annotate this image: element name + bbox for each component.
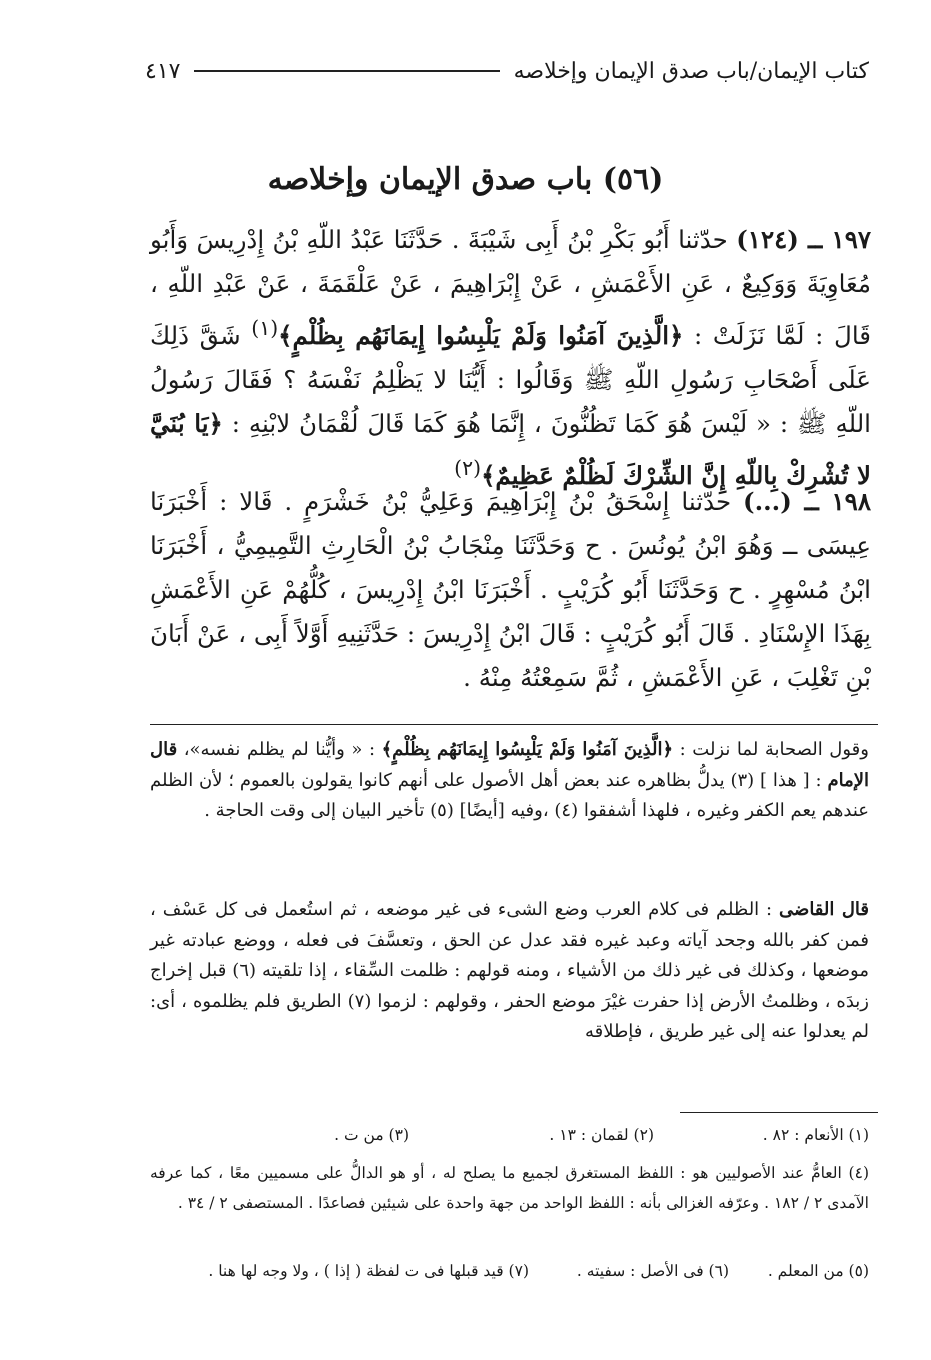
header-rule	[194, 70, 499, 72]
footnote-ref: (٢)	[454, 456, 482, 481]
commentary-paragraph	[150, 735, 869, 827]
chapter-heading: (٥٦) باب صدق الإيمان وإخلاصه	[267, 162, 664, 197]
footnote: (٤) العامُّ عند الأصوليين هو : اللفظ المستغرق لجميع ما يصلح له ، أو هو الدالُّ على مسميين معًا ، كما عرفه الآمدى ٢ / ١٨٢ . وعرّفه الغزالى بأنه : اللفظ الواحد من جهة واحدة على شيئين فصاعدًا . المستصفى ٢ / ٣٤ .	[150, 1164, 869, 1212]
footnote: (٢) لقمان : ١٣ .	[549, 1126, 654, 1144]
hadith-text: حدّثنا إِسْحَقُ بْنُ إِبْرَاهِيمَ وَعَلِيُّ بْنُ خَشْرَمٍ . قَالا : أَخْبَرَنَا عِيسَى ــ وَهُوَ ابْنُ يُونُسَ . ح وَحَدَّثَنَا مِنْجَابُ بْنُ الْحَارِثِ التَّمِيمِيُّ ، أَخْبَرَنَا ابْنُ مُسْهِرٍ . ح وَحَدَّثَنَا أَبُو كُرَيْبٍ . أَخْبَرَنَا ابْنُ إِدْرِيسَ ، كُلُّهُمْ عَنِ الأَعْمَشِ بِهَذَا الإِسْنَادِ . قَالَ أَبُو كُرَيْبٍ : قَالَ ابْنُ إِدْرِيسَ : حَدَّثَنِيهِ أَوَّلاً أَبِى ، عَنْ أَبَانَ بْنِ تَغْلِبَ ، عَنِ الأَعْمَشِ ، ثُمَّ سَمِعْتُهُ مِنْهُ .	[150, 487, 871, 692]
quran-verse: ﴿يَا بُنَيَّ لا تُشْرِكْ بِاللّهِ إِنَّ الشِّرْكَ لَظُلْمٌ عَظِيمٌ﴾	[150, 409, 871, 491]
footnote: (٥) من المعلم .	[767, 1262, 869, 1280]
hadith-number: ١٩٧ ــ (١٢٤)	[736, 225, 872, 254]
commentary-text: وقول الصحابة لما نزلت :	[679, 739, 869, 760]
commentary-text: : [ هذا ] (٣) يدلُّ بظاهره عند بعض أهل الأصول على أنهم كانوا يقولون بالعموم ؛ لأن الظلم عندهم يعم الكفر وغيره ، فلهذا أشفقوا (٤) ،وفيه [أيضًا] (٥) تأخير البيان إلى وقت الحاجة .	[150, 769, 869, 821]
hadith-text: شَقَّ ذَلِكَ عَلَى أَصْحَابِ رَسُولِ اللّهِ ﷺ وَقَالُوا : أَيُّنَا لا يَظْلِمُ نَفْسَهُ ؟ فَقَالَ رَسُولُ اللّهِ ﷺ : « لَيْسَ هُوَ كَمَا تَظُنُّونَ ، إِنَّمَا هُوَ كَمَا قَالَ لُقْمَانُ لابْنِهِ :	[150, 321, 871, 439]
hadith-198	[150, 480, 871, 700]
commentary-text: : « وأيُّنا لم يظلم نفسه»،	[183, 739, 376, 760]
hadith-197	[150, 218, 871, 498]
quran-verse: ﴿الَّذِينَ آمَنُوا وَلَمْ يَلْبِسُوا إِيمَانَهُم بِظُلْمٍ﴾	[278, 321, 684, 351]
footnote-row	[150, 1262, 869, 1280]
commentary-lead: قال الإمام	[150, 739, 869, 791]
hadith-text: حدّثنا أَبُو بَكْرِ بْنُ أَبِى شَيْبَةَ . حَدَّثَنَا عَبْدُ اللّهِ بْنُ إِدْرِيسَ وَأَبُو مُعَاوِيَةَ وَوَكِيعٌ ، عَنِ الأَعْمَشِ ، عَنْ إِبْرَاهِيمَ ، عَنْ عَلْقَمَةَ ، عَنْ عَبْدِ اللّهِ ، قَالَ : لَمَّا نَزَلَتْ :	[150, 225, 871, 351]
quran-verse: ﴿الَّذِينَ آمَنُوا وَلَمْ يَلْبِسُوا إِيمَانَهُم بِظُلْمٍ﴾	[381, 739, 674, 760]
footnote: (٦) فى الأصل : سفيته .	[576, 1262, 729, 1280]
page-number: ٤١٧	[145, 58, 181, 84]
commentary-lead: قال القاضى	[779, 899, 869, 920]
footnote-ref: (١)	[251, 316, 279, 340]
footnote-rule	[680, 1112, 878, 1113]
hadith-number: ١٩٨ ــ (...)	[743, 487, 871, 516]
running-header	[145, 52, 869, 90]
running-title: كتاب الإيمان/باب صدق الإيمان وإخلاصه	[513, 58, 869, 84]
footnote: (٧) قيد قبلها فى ت لفظة ( إذا ) ، ولا وجه لها هنا .	[208, 1262, 529, 1280]
commentary-text: : الظلم فى كلام العرب وضع الشىء فى غير موضعه ، ثم استُعمل فى كل عَسْف ، فمن كفر بالله وجحد آياته وعبد غيره فقد عدل عن الحق ، وتعسَّفَ فى فعله ، ووضع عبادته غير موضعها ، وكذلك فى غير ذلك من الأشياء ، ومنه قولهم : ظلمت السِّقاء ، إذا تلقيته (٦) قبل إخراج زبدَه ، وظلمتُ الأرض إذا حفرت غيْرَ موضع الحفر ، وقولهم : لزموا (٧) الطريق فلم يظلموه ، أى: لم يعدلوا عنه إلى غير طريق ، فإطلاقه	[150, 899, 870, 1042]
commentary-paragraph	[150, 895, 869, 1048]
commentary-divider	[150, 724, 878, 725]
footnote: (٣) من ت .	[334, 1126, 409, 1144]
footnote-row	[150, 1126, 869, 1144]
footnote: (١) الأنعام : ٨٢ .	[762, 1126, 869, 1144]
